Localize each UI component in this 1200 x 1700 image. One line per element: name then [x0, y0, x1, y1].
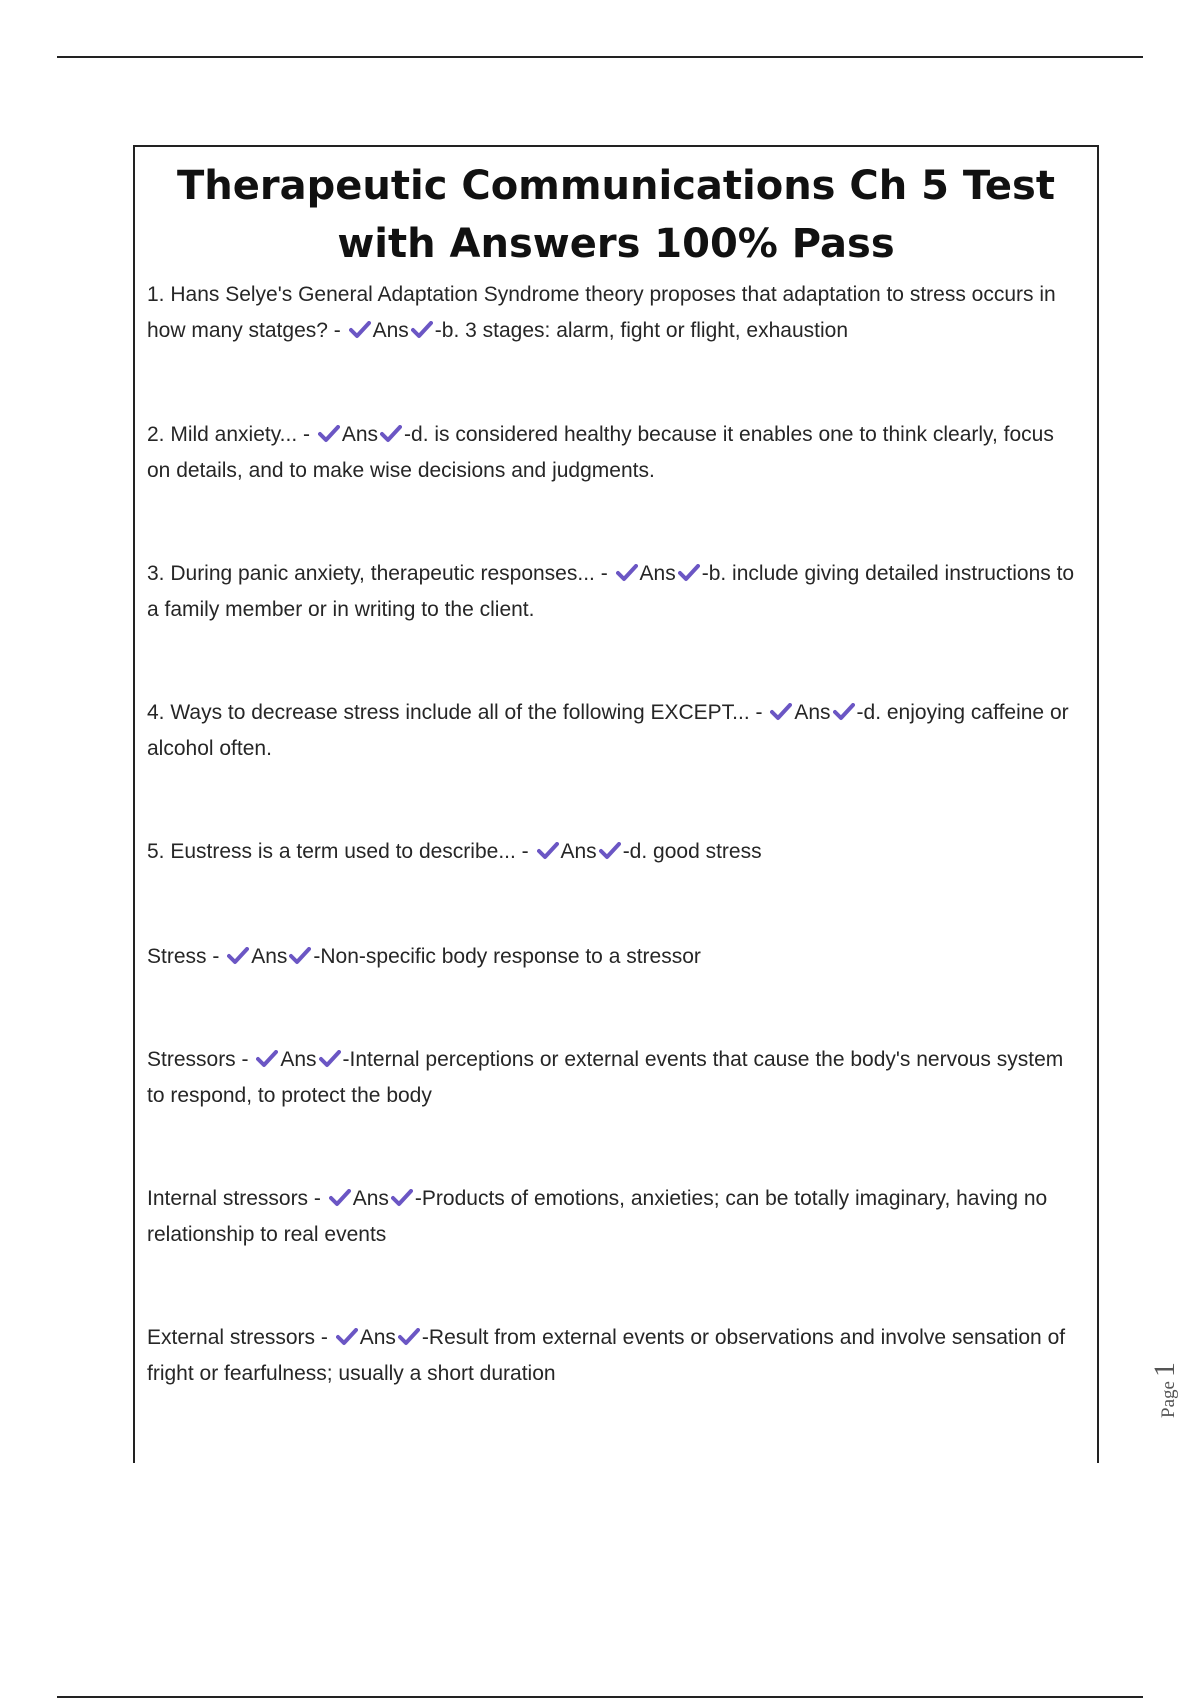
answer-marker: Ans [352, 1187, 389, 1210]
answer-text: -Non-specific body response to a stressor [313, 945, 701, 968]
check-icon [256, 1050, 278, 1068]
check-icon [319, 1050, 341, 1068]
answer-marker: Ans [251, 945, 288, 968]
answer-text: -Result from external events or observations and involve sensation of fright or fearfulness; usually a short duration [147, 1326, 1066, 1385]
check-icon [289, 947, 311, 965]
page-number-label [1148, 1362, 1182, 1418]
question-text: Stressors - [147, 1048, 249, 1071]
check-icon [349, 321, 371, 339]
question-text: Stress - [147, 945, 220, 968]
answer-text: -d. good stress [622, 840, 762, 863]
document-title: Therapeutic Communications Ch 5 Test with Answers 100% Pass [177, 163, 1055, 267]
check-icon [336, 1328, 358, 1346]
qa-item [147, 939, 701, 975]
qa-item [147, 1181, 1082, 1253]
check-icon [537, 842, 559, 860]
page-number: 1 [1148, 1362, 1181, 1378]
check-icon [599, 842, 621, 860]
check-icon [329, 1189, 351, 1207]
check-icon [411, 321, 433, 339]
question-text: Internal stressors - [147, 1187, 321, 1210]
answer-text: -d. enjoying caffeine or alcohol often. [147, 701, 1069, 760]
answer-text: -Internal perceptions or external events that cause the body's nervous system to respond, to protect the body [147, 1048, 1064, 1107]
answer-marker: Ans [639, 562, 676, 585]
question-text: 4. Ways to decrease stress include all of the following EXCEPT... - [147, 701, 763, 724]
answer-marker: Ans [794, 701, 831, 724]
check-icon [391, 1189, 413, 1207]
qa-item [147, 695, 1082, 767]
check-icon [380, 425, 402, 443]
bottom-rule [57, 1696, 1143, 1698]
check-icon [398, 1328, 420, 1346]
answer-marker: Ans [341, 423, 379, 446]
question-text: External stressors - [147, 1326, 328, 1349]
qa-item [147, 556, 1082, 628]
answer-marker: Ans [372, 319, 409, 342]
qa-item [147, 834, 762, 870]
question-text: 3. During panic anxiety, therapeutic responses... - [147, 562, 608, 585]
answer-text: -b. include giving detailed instructions to a family member or in writing to the client. [147, 562, 1075, 621]
qa-item [147, 1042, 1082, 1114]
top-rule [57, 56, 1143, 58]
document-frame [133, 145, 1099, 1463]
question-text: 2. Mild anxiety... - [147, 423, 310, 446]
answer-text: -Products of emotions, anxieties; can be totally imaginary, having no relationship to real events [147, 1187, 1048, 1246]
qa-item [147, 1320, 1082, 1392]
check-icon [678, 564, 700, 582]
answer-text: -d. is considered healthy because it enables one to think clearly, focus on details, and to make wise decisions and judgments. [147, 423, 1054, 482]
check-icon [616, 564, 638, 582]
question-text: 1. Hans Selye's General Adaptation Syndrome theory proposes that adaptation to stress occurs in how many statges? - [147, 283, 1056, 342]
page-word: Page [1158, 1381, 1179, 1418]
answer-marker: Ans [560, 840, 597, 863]
check-icon [227, 947, 249, 965]
check-icon [833, 703, 855, 721]
answer-marker: Ans [280, 1048, 317, 1071]
qa-item [147, 277, 1082, 349]
question-text: 5. Eustress is a term used to describe... - [147, 840, 529, 863]
qa-item [147, 417, 1082, 489]
answer-text: -b. 3 stages: alarm, fight or flight, exhaustion [434, 319, 849, 342]
check-icon [318, 425, 340, 443]
check-icon [770, 703, 792, 721]
answer-marker: Ans [359, 1326, 396, 1349]
